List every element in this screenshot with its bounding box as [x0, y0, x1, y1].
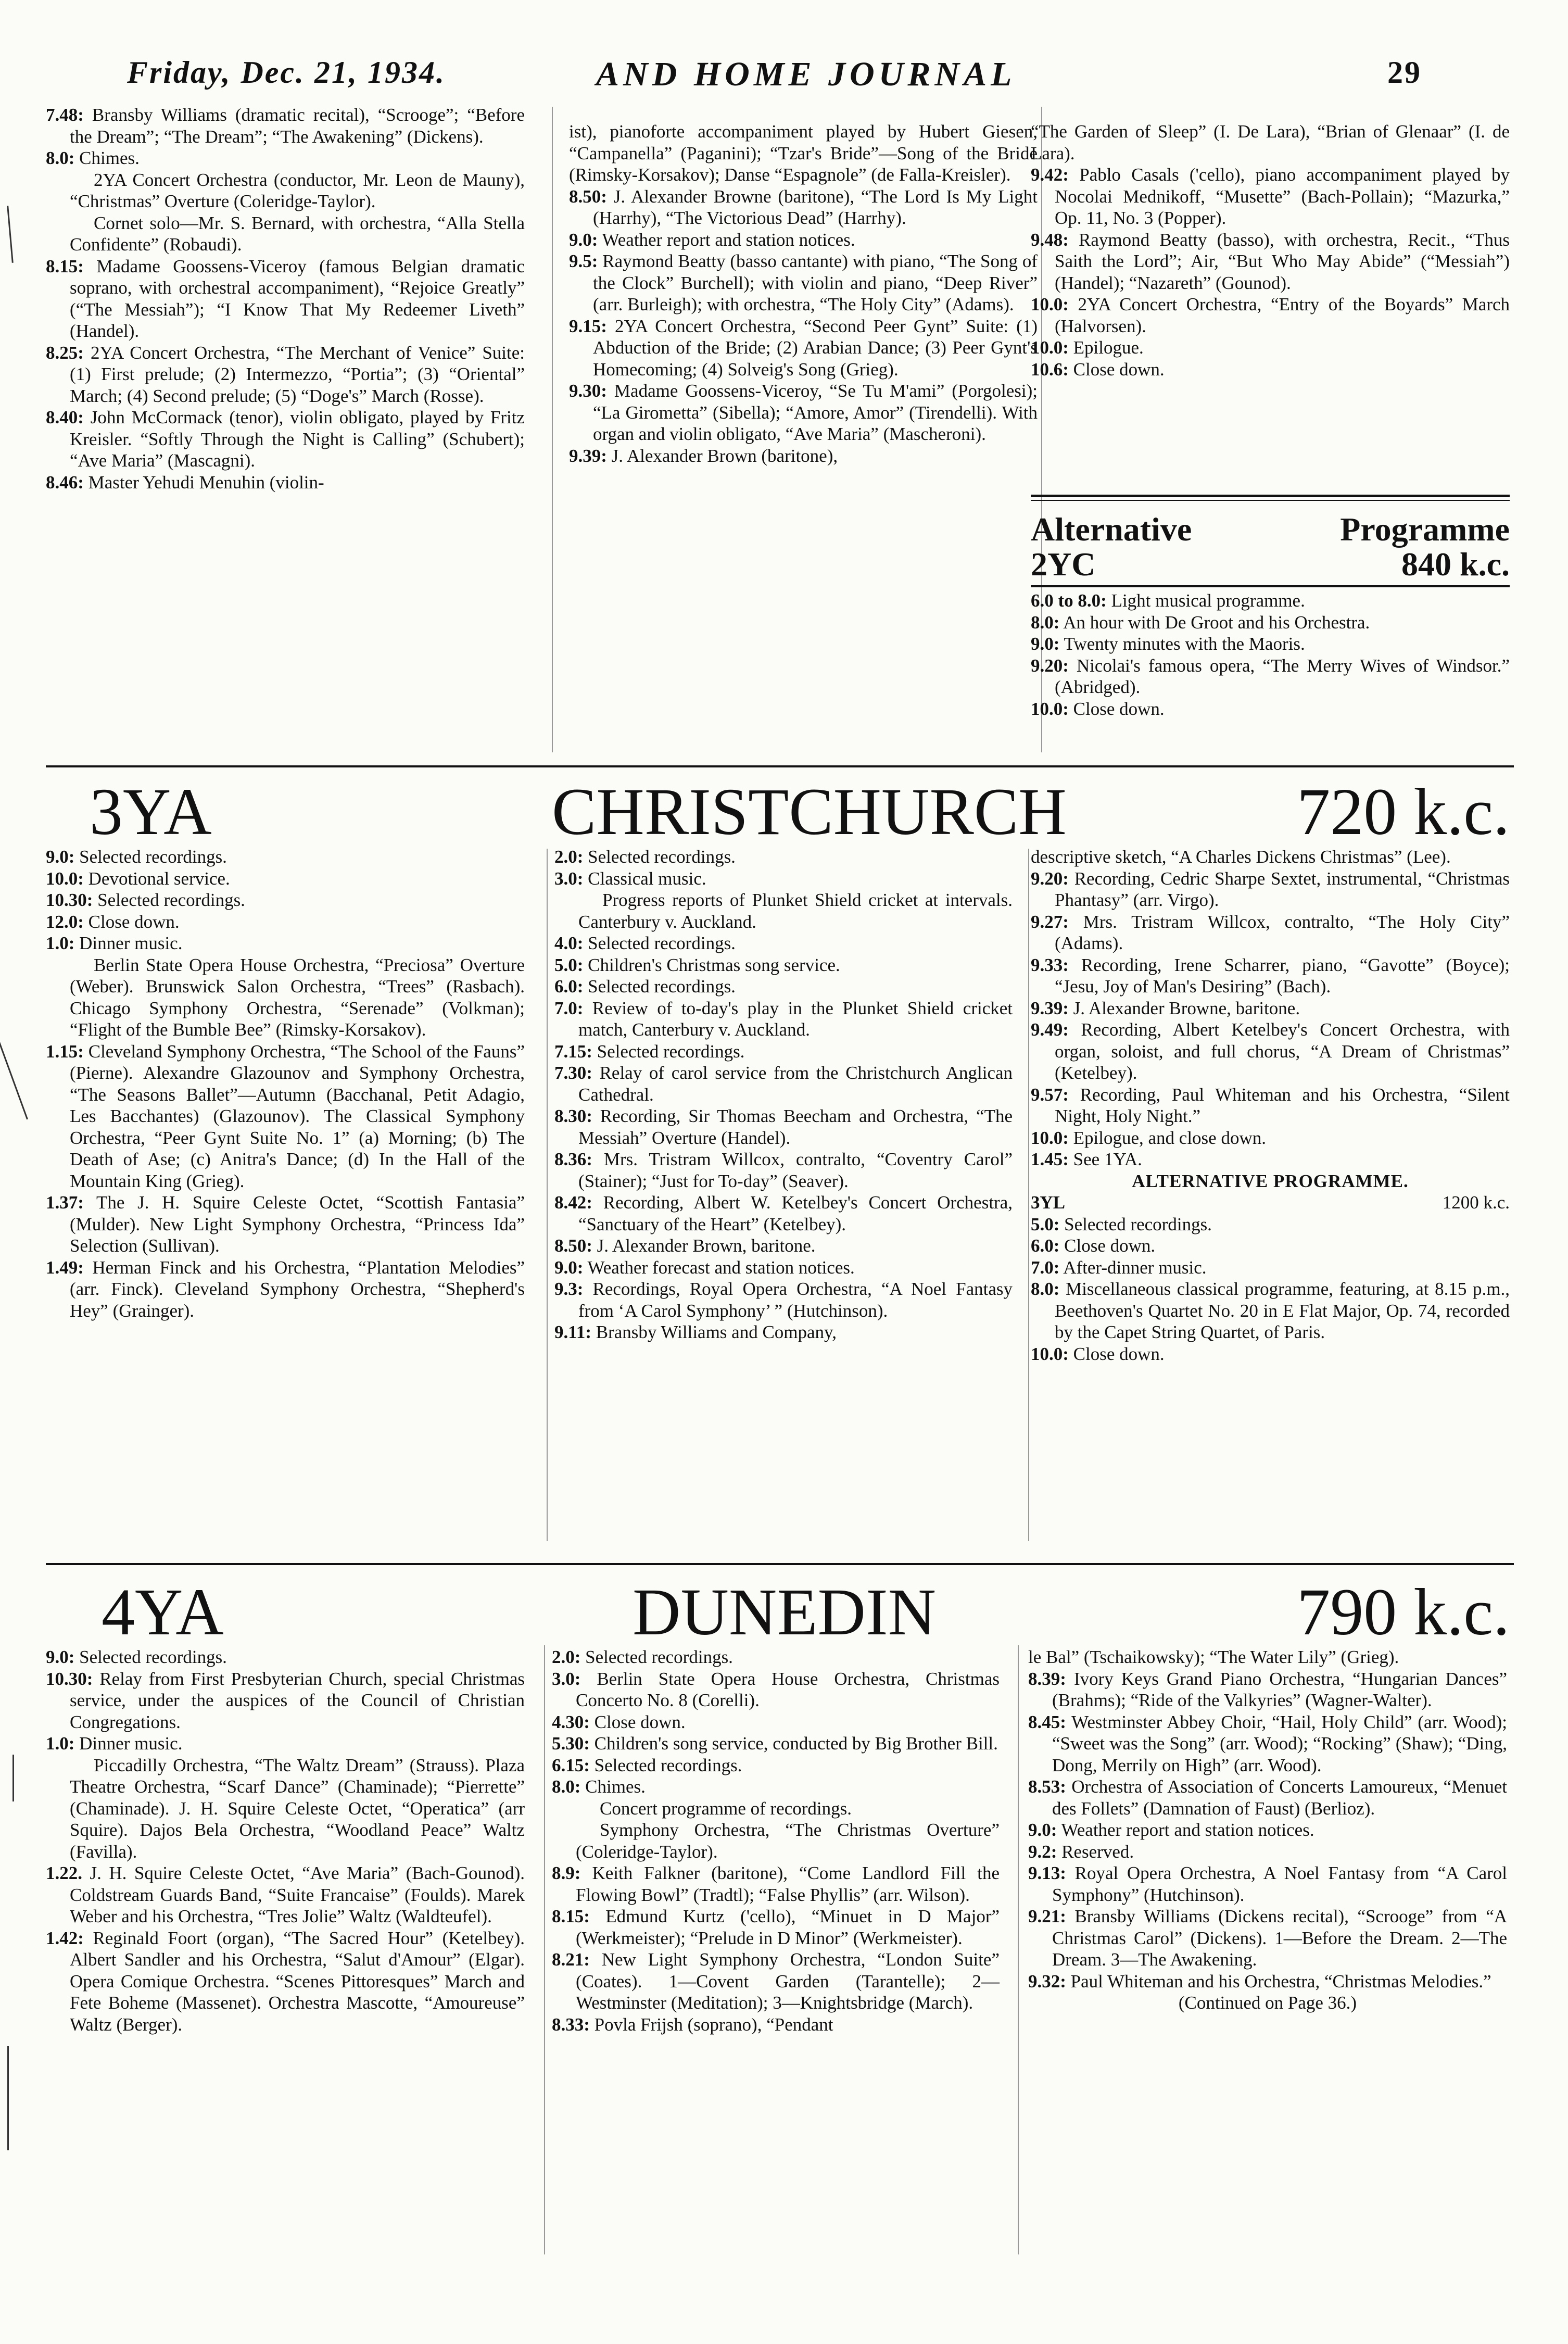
entry-text: J. Alexander Browne (baritone), “The Lord Is My Light (Harrhy), “The Victorious Dead” (Harrhy). [593, 186, 1038, 228]
entry-time: 10.0: [1031, 294, 1069, 314]
listing-entry [554, 1041, 1013, 1063]
entry-text: Ivory Keys Grand Piano Orchestra, “Hungarian Dances” (Brahms); “Ride of the Valkyries” (Wagner-Walter). [1052, 1668, 1508, 1710]
listing-entry [569, 316, 1038, 381]
listing-continuation: Symphony Orchestra, “The Christmas Overture” (Coleridge-Taylor). [576, 1820, 1000, 1862]
entry-text: Recording, Irene Scharrer, piano, “Gavotte” (Boyce); “Jesu, Joy of Man's Desiring” (Bach). [1055, 954, 1510, 997]
entry-text: Dinner music. [79, 1733, 183, 1754]
entry-time: 1.22. [46, 1863, 82, 1883]
alt-3yl-heading: ALTERNATIVE PROGRAMME. [1132, 1170, 1409, 1191]
entry-time: 8.25: [46, 342, 84, 363]
listing-entry [46, 1646, 525, 1668]
listing-entry [552, 1668, 1000, 1711]
entry-text: See 1YA. [1073, 1149, 1142, 1169]
entry-time: 6.0: [554, 976, 584, 997]
entry-text: Twenty minutes with the Maoris. [1064, 634, 1305, 654]
entry-time: 8.50: [569, 186, 607, 207]
entry-time: 9.39: [569, 445, 607, 466]
entry-text: New Light Symphony Orchestra, “London Suite” (Coates). 1—Covent Garden (Tarantelle); 2—Westminster (Meditation); 3—Knightsbridge (March). [576, 1949, 1000, 2013]
entry-time: 8.0: [552, 1776, 581, 1797]
entry-text: Children's Christmas song service. [588, 954, 840, 975]
entry-text: Close down. [1073, 359, 1165, 380]
listing-entry [554, 932, 1013, 954]
entry-time: 6.0 to 8.0: [1031, 590, 1107, 611]
listing-entry [569, 380, 1038, 445]
station-4ya-city: DUNEDIN [633, 1575, 936, 1649]
margin-mark [0, 1036, 28, 1120]
entry-time: 9.3: [554, 1279, 584, 1299]
entry-text: Recording, Paul Whiteman and his Orchestra, “Silent Night, Holy Night.” [1055, 1084, 1510, 1126]
listing-entry [569, 250, 1038, 316]
3ya-column-1 [46, 846, 525, 1321]
listing-continuation: Concert programme of recordings. [600, 1798, 852, 1819]
listing-entry [1028, 1776, 1507, 1819]
listing-entry [1031, 590, 1510, 612]
entry-time: 5.0: [1031, 1214, 1060, 1234]
entry-text: 2YA Concert Orchestra, “Entry of the Boyards” March (Halvorsen). [1055, 294, 1510, 336]
listing-entry [552, 1862, 1000, 1906]
entry-time: 9.21: [1028, 1906, 1066, 1926]
listing-entry [46, 1733, 525, 1755]
entry-text: Selected recordings. [588, 976, 736, 997]
entry-time: 1.15: [46, 1041, 84, 1062]
listing-entry [1031, 1235, 1510, 1257]
alt-2yc-heading-right: Programme [1340, 511, 1510, 548]
listing-entry [552, 1949, 1000, 2014]
listing-entry [46, 846, 525, 868]
entry-time: 10.0: [1031, 337, 1069, 358]
entry-time: 1.37: [46, 1192, 84, 1213]
listing-entry [554, 954, 1013, 976]
entry-time: 9.20: [1031, 655, 1069, 676]
entry-time: 10.0: [1031, 1127, 1069, 1148]
rule [1031, 495, 1510, 497]
entry-text: Royal Opera Orchestra, A Noel Fantasy from “A Carol Symphony” (Hutchinson). [1052, 1863, 1508, 1905]
listing-entry [552, 1733, 1000, 1755]
entry-text: J. Alexander Browne, baritone. [1073, 998, 1300, 1018]
alt-2yc-frequency: 840 k.c. [1401, 546, 1510, 583]
entry-time: 10.30: [46, 1668, 93, 1689]
listing-entry [1031, 229, 1510, 294]
entry-text: Mrs. Tristram Willcox, contralto, “Coventry Carol” (Stainer); “Just for To-day” (Seaver). [578, 1149, 1013, 1191]
entry-time: 2.0: [552, 1647, 581, 1667]
entry-text: Recording, Sir Thomas Beecham and Orchestra, “The Messiah” Overture (Handel). [578, 1106, 1013, 1148]
entry-text: Herman Finck and his Orchestra, “Plantation Melodies” (arr. Finck). Cleveland Symphony Orchestra, “Shepherd's Hey” (Grainger). [70, 1257, 525, 1321]
entry-time: 9.33: [1031, 954, 1069, 975]
listing-continuation: “The Garden of Sleep” (I. De Lara), “Brian of Glenaar” (I. de Lara). [1031, 121, 1510, 163]
entry-time: 9.13: [1028, 1863, 1066, 1883]
entry-time: 9.0: [46, 847, 75, 867]
entry-text: Bransby Williams (dramatic recital), “Scrooge”; “Before the Dream”; “The Dream”; “The Awakening” (Dickens). [70, 105, 525, 147]
listing-entry [554, 1321, 1013, 1343]
entry-text: Epilogue. [1073, 337, 1144, 358]
entry-time: 9.0: [1031, 634, 1060, 654]
journal-title: AND HOME JOURNAL [596, 55, 1016, 93]
entry-time: 9.42: [1031, 165, 1069, 185]
entry-time: 4.0: [554, 933, 584, 953]
entry-time: 9.11: [554, 1322, 591, 1342]
entry-time: 6.15: [552, 1755, 590, 1775]
listing-entry [46, 104, 525, 147]
entry-text: J. H. Squire Celeste Octet, “Ave Maria” (Bach-Gounod). Coldstream Guards Band, “Suite Francaise” (Foulds). Marek Weber and his Orchestra, “Tres Jolie” Waltz (Waldteufel). [70, 1863, 525, 1926]
listing-entry [46, 911, 525, 933]
listing-entry [1031, 612, 1510, 634]
4ya-column-2 [552, 1646, 1000, 2035]
entry-time: 9.57: [1031, 1084, 1069, 1105]
listing-continuation: 2YA Concert Orchestra (conductor, Mr. Leon de Mauny), “Christmas” Overture (Coleridge-Taylor). [70, 169, 525, 211]
listing-entry [1031, 633, 1510, 655]
entry-time: 10.6: [1031, 359, 1069, 380]
listing-entry [46, 407, 525, 472]
entry-text: J. Alexander Brown (baritone), [611, 445, 838, 466]
entry-text: Edmund Kurtz ('cello), “Minuet in D Major” (Werkmeister); “Prelude in D Minor” (Werkmeister). [576, 1906, 1000, 1948]
listing-entry [1028, 1841, 1507, 1863]
listing-entry [554, 1192, 1013, 1235]
station-3ya-city: CHRISTCHURCH [552, 775, 1067, 849]
listing-entry [1031, 1214, 1510, 1236]
entry-text: Bransby Williams (Dickens recital), “Scrooge” from “A Christmas Carol” (Dickens). 1—Before the Dream. 2—The Dream. 3—The Awakening. [1052, 1906, 1508, 1970]
entry-text: Bransby Williams and Company, [596, 1322, 837, 1342]
entry-time: 8.33: [552, 2014, 590, 2035]
listing-entry [1031, 1127, 1510, 1149]
listing-entry [1031, 1257, 1510, 1279]
entry-text: John McCormack (tenor), violin obligato, played by Fritz Kreisler. “Softly Through the Night is Calling” (Schubert); “Ave Maria” (Mascagni). [70, 407, 525, 471]
listing-entry [1031, 1278, 1510, 1343]
listing-entry [46, 868, 525, 890]
listing-entry [46, 932, 525, 954]
entry-time: 1.45: [1031, 1149, 1069, 1169]
entry-time: 8.36: [554, 1149, 592, 1169]
entry-text: An hour with De Groot and his Orchestra. [1063, 612, 1370, 633]
entry-text: Selected recordings. [79, 1647, 227, 1667]
entry-time: 8.9: [552, 1863, 581, 1883]
entry-text: Close down. [1073, 698, 1165, 719]
entry-time: 9.49: [1031, 1019, 1069, 1040]
entry-text: Weather report and station notices. [602, 229, 855, 250]
entry-text: Cleveland Symphony Orchestra, “The School of the Fauns” (Pierne). Alexandre Glazounov and Symphony Orchestra, “The Seasons Ballet”—Autumn (Bacchanal, Petit Adagio, Les Bacchantes) (Glazounov). The Classical Symphony Orchestra, “Peer Gynt Suite No. 1” (a) Morning; (b) The Death of Ase; (c) Anitra's Dance; (d) In the Hall of the Mountain King (Grieg). [70, 1041, 525, 1191]
section-rule [46, 1563, 1514, 1565]
listing-entry [1028, 1906, 1507, 1971]
listing-entry [1028, 1971, 1507, 1993]
entry-text: Nicolai's famous opera, “The Merry Wives of Windsor.” (Abridged). [1055, 655, 1510, 697]
entry-text: Close down. [1064, 1236, 1156, 1256]
entry-time: 8.0: [46, 148, 75, 168]
entry-time: 1.49: [46, 1257, 84, 1278]
listing-entry [46, 1862, 525, 1927]
entry-text: After-dinner music. [1063, 1257, 1207, 1278]
entry-time: 10.0: [1031, 698, 1069, 719]
entry-text: Orchestra of Association of Concerts Lamoureux, “Menuet des Follets” (Damnation of Faust) (Berlioz). [1052, 1776, 1507, 1819]
entry-time: 10.30: [46, 890, 93, 910]
listing-continuation: descriptive sketch, “A Charles Dickens Christmas” (Lee). [1031, 847, 1451, 867]
entry-time: 9.2: [1028, 1841, 1057, 1862]
entry-time: 8.42: [554, 1192, 592, 1213]
alt-2yc-station: 2YC [1031, 546, 1096, 583]
column-divider [1028, 849, 1029, 1541]
entry-time: 8.0: [1031, 612, 1060, 633]
4ya-column-3 [1028, 1646, 1507, 2014]
listing-entry [46, 256, 525, 342]
listing-entry [554, 976, 1013, 998]
entry-text: Selected recordings. [594, 1755, 742, 1775]
listing-entry [554, 1278, 1013, 1321]
alt-2yc-list [1031, 590, 1510, 720]
listing-entry [46, 342, 525, 407]
entry-time: 8.30: [554, 1106, 592, 1126]
listing-continuation: ist), pianoforte accompaniment played by Hubert Giesen, “Campanella” (Paganini); “Tzar's Bride”—Song of the Bride (Rimsky-Korsakov); Danse “Espagnole” (de Falla-Kreisler). [569, 121, 1038, 185]
listing-entry [554, 1062, 1013, 1105]
4ya-column-1 [46, 1646, 525, 2035]
entry-time: 7.48: [46, 105, 84, 125]
column-divider [544, 1645, 545, 2254]
listing-entry [1031, 1149, 1510, 1170]
column-divider [552, 107, 553, 752]
entry-text: Madame Goossens-Viceroy (famous Belgian dramatic soprano, with orchestral accompaniment), “Rejoice Greatly” (“The Messiah”); “I Know That My Redeemer Liveth” (Handel). [70, 256, 525, 341]
listing-entry [46, 1927, 525, 2036]
entry-text: Recordings, Royal Opera Orchestra, “A Noel Fantasy from ‘A Carol Symphony’ ” (Hutchinson). [578, 1279, 1013, 1321]
entry-time: 5.30: [552, 1733, 590, 1754]
entry-time: 9.15: [569, 316, 607, 336]
listing-entry [46, 889, 525, 911]
listing-entry [552, 1776, 1000, 1798]
entry-time: 8.45: [1028, 1711, 1066, 1732]
entry-text: Mrs. Tristram Willcox, contralto, “The Holy City” (Adams). [1055, 911, 1510, 953]
entry-time: 1.0: [46, 933, 75, 953]
entry-text: Raymond Beatty (basso), with orchestra, Recit., “Thus Saith the Lord”; Air, “But Who May Abide” (“Messiah”) (Handel); “Nazareth” (Gounod). [1055, 229, 1510, 293]
entry-time: 10.0: [1031, 1343, 1069, 1364]
entry-time: 9.0: [554, 1257, 584, 1278]
entry-text: Westminster Abbey Choir, “Hail, Holy Child” (arr. Wood); “Sweet was the Song” (arr. Wood); “Rocking” (Shaw); “Ding, Dong, Merrily on High” (arr. Wood). [1052, 1711, 1507, 1775]
section-rule [46, 765, 1514, 767]
page-number: 29 [1387, 55, 1422, 90]
listing-entry [552, 1711, 1000, 1733]
station-4ya-call: 4YA [102, 1575, 224, 1649]
entry-time: 2.0: [554, 847, 584, 867]
entry-text: Recording, Cedric Sharpe Sextet, instrumental, “Christmas Phantasy” (arr. Virgo). [1055, 868, 1510, 910]
top-column-1 [46, 104, 525, 493]
entry-time: 9.32: [1028, 1971, 1066, 1992]
listing-entry [1031, 294, 1510, 337]
entry-text: 2YA Concert Orchestra, “Second Peer Gynt” Suite: (1) Abduction of the Bride; (2) Arabian Dance; (3) Peer Gynt's Homecoming; (4) Solveig's Song (Grieg). [593, 316, 1038, 380]
entry-time: 8.15: [552, 1906, 590, 1926]
listing-entry [1031, 698, 1510, 720]
entry-text: Miscellaneous classical programme, featuring, at 8.15 p.m., Beethoven's Quartet No. 20 in E Flat Major, Op. 74, recorded by the Capet String Quartet, of Paris. [1055, 1279, 1510, 1342]
entry-text: Selected recordings. [97, 890, 245, 910]
listing-entry [569, 229, 1038, 251]
listing-entry [46, 1668, 525, 1733]
listing-entry [46, 1257, 525, 1322]
entry-text: The J. H. Squire Celeste Octet, “Scottish Fantasia” (Mulder). New Light Symphony Orchestra, “Princess Ida” Selection (Sullivan). [70, 1192, 525, 1256]
entry-time: 3.0: [552, 1668, 581, 1689]
entry-time: 9.20: [1031, 868, 1069, 889]
rule [1031, 500, 1510, 501]
entry-time: 7.0: [554, 998, 584, 1018]
margin-mark [7, 2046, 9, 2150]
entry-text: Devotional service. [88, 868, 230, 889]
listing-entry [554, 998, 1013, 1041]
listing-entry [1031, 359, 1510, 381]
entry-time: 7.0: [1031, 1257, 1060, 1278]
entry-text: Povla Frijsh (soprano), “Pendant [594, 2014, 833, 2035]
entry-text: Selected recordings. [588, 847, 736, 867]
listing-entry [46, 147, 525, 169]
entry-time: 9.0: [1028, 1820, 1057, 1840]
listing-entry [569, 186, 1038, 229]
entry-time: 9.0: [46, 1647, 75, 1667]
entry-time: 8.40: [46, 407, 84, 427]
entry-time: 10.0: [46, 868, 84, 889]
station-4ya-frequency: 790 k.c. [1297, 1575, 1510, 1649]
listing-entry [554, 868, 1013, 890]
issue-date: Friday, Dec. 21, 1934. [127, 55, 446, 90]
entry-text: Selected recordings. [585, 1647, 733, 1667]
entry-time: 8.53: [1028, 1776, 1066, 1797]
entry-time: 1.42: [46, 1927, 84, 1948]
entry-text: Weather report and station notices. [1061, 1820, 1314, 1840]
listing-entry [46, 472, 525, 494]
entry-time: 5.0: [554, 954, 584, 975]
entry-text: Reserved. [1061, 1841, 1134, 1862]
entry-text: Close down. [1073, 1343, 1165, 1364]
station-3ya-frequency: 720 k.c. [1297, 775, 1510, 849]
entry-text: Dinner music. [79, 933, 183, 953]
listing-entry [552, 1646, 1000, 1668]
entry-time: 8.50: [554, 1236, 592, 1256]
listing-entry [554, 1235, 1013, 1257]
entry-time: 8.46: [46, 472, 84, 493]
top-column-2 [569, 121, 1038, 467]
entry-text: Light musical programme. [1111, 590, 1305, 611]
entry-text: Children's song service, conducted by Big Brother Bill. [594, 1733, 998, 1754]
entry-time: 9.0: [569, 229, 598, 250]
alt-3yl-station: 3YL [1031, 1192, 1066, 1213]
listing-entry [1031, 337, 1510, 359]
listing-entry [1031, 1343, 1510, 1365]
listing-continuation: le Bal” (Tschaikowsky); “The Water Lily” (Grieg). [1028, 1647, 1399, 1667]
entry-time: 8.15: [46, 256, 84, 276]
listing-entry [552, 2014, 1000, 2036]
alt-3yl-frequency: 1200 k.c. [1442, 1192, 1510, 1213]
entry-text: Selected recordings. [597, 1041, 745, 1062]
listing-entry [1031, 655, 1510, 698]
listing-entry [552, 1755, 1000, 1776]
entry-time: 1.0: [46, 1733, 75, 1754]
entry-text: Weather forecast and station notices. [587, 1257, 855, 1278]
alt-3yl-station-row [1031, 1192, 1510, 1214]
entry-text: Recording, Albert W. Ketelbey's Concert Orchestra, “Sanctuary of the Heart” (Ketelbey). [578, 1192, 1013, 1234]
top-column-3 [1031, 121, 1510, 380]
entry-text: Close down. [594, 1711, 686, 1732]
entry-text: Selected recordings. [1064, 1214, 1212, 1234]
listing-entry [1028, 1668, 1507, 1711]
listing-entry [1031, 1019, 1510, 1084]
entry-time: 9.39: [1031, 998, 1069, 1018]
entry-text: 2YA Concert Orchestra, “The Merchant of Venice” Suite: (1) First prelude; (2) Intermezzo, “Portia”; (3) “Oriental” March; (4) Second prelude; (5) “Doge's” March (Rosse). [70, 342, 525, 406]
listing-continuation: Progress reports of Plunket Shield cricket at intervals. Canterbury v. Auckland. [578, 890, 1013, 932]
entry-text: Madame Goossens-Viceroy, “Se Tu M'ami” (Porgolesi); “La Girometta” (Sibella); “Amore, Amor” (Tirendelli). With organ and violin obligato, “Ave Maria” (Mascheroni). [593, 381, 1038, 444]
entry-time: 8.21: [552, 1949, 590, 1970]
entry-time: 7.30: [554, 1063, 592, 1083]
listing-entry [1031, 911, 1510, 954]
listing-entry [554, 1149, 1013, 1192]
listing-entry [46, 1041, 525, 1192]
column-divider [547, 849, 548, 1541]
listing-entry [554, 1257, 1013, 1279]
entry-text: Chimes. [79, 148, 140, 168]
entry-text: Raymond Beatty (basso cantante) with piano, “The Song of the Clock” Burchell); with violin and piano, “Deep River” (arr. Burleigh); with orchestra, “The Holy City” (Adams). [593, 251, 1038, 314]
listing-entry [1031, 1084, 1510, 1127]
alt-2yc-heading-left: Alternative [1031, 511, 1192, 548]
entry-text: Chimes. [585, 1776, 646, 1797]
entry-time: 8.39: [1028, 1668, 1066, 1689]
margin-mark [7, 206, 14, 263]
listing-entry [552, 1906, 1000, 1949]
listing-continuation: Berlin State Opera House Orchestra, “Preciosa” Overture (Weber). Brunswick Salon Orchestra, “Trees” (Rasbach). Chicago Symphony Orchestra, “Serenade” (Volkman); “Flight of the Bumble Bee” (Rimsky-Korsakov). [70, 954, 525, 1040]
listing-entry [1031, 868, 1510, 911]
continued-note: (Continued on Page 36.) [1178, 1993, 1357, 2013]
entry-time: 4.30: [552, 1711, 590, 1732]
listing-entry [1031, 954, 1510, 998]
entry-time: 3.0: [554, 868, 584, 889]
3ya-column-3 [1031, 846, 1510, 1365]
entry-text: Selected recordings. [588, 933, 736, 953]
listing-entry [1031, 164, 1510, 229]
entry-text: Review of to-day's play in the Plunket Shield cricket match, Canterbury v. Auckland. [578, 998, 1013, 1040]
listing-entry [1028, 1819, 1507, 1841]
entry-time: 12.0: [46, 911, 84, 932]
listing-entry [569, 445, 1038, 467]
entry-text: Paul Whiteman and his Orchestra, “Christmas Melodies.” [1070, 1971, 1491, 1992]
listing-entry [1028, 1862, 1507, 1906]
entry-time: 9.48: [1031, 229, 1069, 250]
entry-text: Master Yehudi Menuhin (violin- [88, 472, 324, 493]
column-divider [1018, 1645, 1019, 2254]
entry-text: Close down. [88, 911, 180, 932]
entry-text: Relay from First Presbyterian Church, special Christmas service, under the auspices of the Council of Christian Congregations. [70, 1668, 525, 1732]
station-3ya-call: 3YA [90, 775, 212, 849]
listing-entry [554, 846, 1013, 868]
entry-text: Recording, Albert Ketelbey's Concert Orchestra, with organ, soloist, and full chorus, “A Dream of Christmas” (Ketelbey). [1055, 1019, 1510, 1083]
listing-continuation: Cornet solo—Mr. S. Bernard, with orchestra, “Alla Stella Confidente” (Robaudi). [70, 212, 525, 255]
entry-text: J. Alexander Brown, baritone. [597, 1236, 816, 1256]
listing-entry [46, 1192, 525, 1257]
entry-time: 9.30: [569, 381, 607, 401]
listing-entry [1031, 998, 1510, 1019]
entry-time: 9.27: [1031, 911, 1069, 932]
entry-text: Selected recordings. [79, 847, 227, 867]
listing-continuation: Piccadilly Orchestra, “The Waltz Dream” (Strauss). Plaza Theatre Orchestra, “Scarf Dance” (Chaminade); “Pierrette” (Chaminade). J. H. Squire Celeste Octet, “Operatica” (arr Squire). Dajos Bela Orchestra, “Woodland Peace” Waltz (Favilla). [70, 1755, 525, 1862]
entry-text: Epilogue, and close down. [1073, 1127, 1266, 1148]
entry-text: Classical music. [588, 868, 706, 889]
entry-time: 7.15: [554, 1041, 592, 1062]
3ya-column-2 [554, 846, 1013, 1343]
entry-time: 6.0: [1031, 1236, 1060, 1256]
entry-text: Keith Falkner (baritone), “Come Landlord Fill the Flowing Bowl” (Tradtl); “False Phyllis” (arr. Wilson). [576, 1863, 1000, 1905]
listing-entry [554, 1105, 1013, 1149]
entry-time: 9.5: [569, 251, 598, 271]
listing-entry [1028, 1711, 1507, 1776]
rule [1031, 585, 1510, 587]
entry-text: Berlin State Opera House Orchestra, Christmas Concerto No. 8 (Corelli). [576, 1668, 1000, 1710]
entry-text: Pablo Casals ('cello), piano accompaniment played by Nocolai Mednikoff, “Musette” (Bach-Pollain); “Mazurka,” Op. 11, No. 3 (Popper). [1055, 165, 1510, 228]
entry-text: Relay of carol service from the Christchurch Anglican Cathedral. [578, 1063, 1013, 1105]
entry-text: Reginald Foort (organ), “The Sacred Hour” (Ketelbey). Albert Sandler and his Orchestra, “Salut d'Amour” (Elgar). Opera Comique Orchestra. “Scenes Pittoresques” March and Fete Boheme (Massenet). Orchestra Mascotte, “Amoureuse” Waltz (Berger). [70, 1927, 525, 2035]
margin-mark [12, 1755, 14, 1801]
entry-time: 8.0: [1031, 1279, 1060, 1299]
